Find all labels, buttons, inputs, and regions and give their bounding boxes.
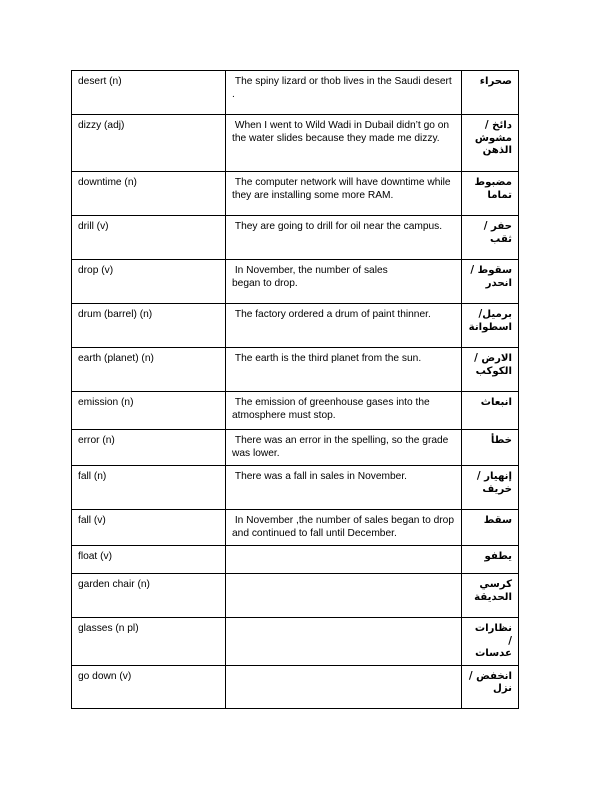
arabic-cell	[462, 260, 519, 304]
word-text: error (n)	[78, 435, 115, 446]
word-text: desert (n)	[78, 76, 122, 87]
example-cell	[226, 304, 462, 348]
table-row	[72, 618, 519, 666]
example-text: The computer network will have downtime while they are installing some more RAM.	[232, 177, 454, 201]
arabic-cell	[462, 618, 519, 666]
arabic-cell	[462, 304, 519, 348]
example-text: There was an error in the spelling, so the grade was lower.	[232, 435, 452, 459]
arabic-text: كرسي الحديقة	[474, 579, 512, 603]
arabic-cell	[462, 115, 519, 172]
word-text: garden chair (n)	[78, 579, 150, 590]
arabic-cell	[462, 574, 519, 618]
word-text: go down (v)	[78, 670, 132, 682]
example-cell	[226, 665, 462, 708]
arabic-text: الارض / الكوكب	[470, 353, 512, 377]
table-row	[72, 430, 519, 466]
word-cell	[72, 466, 226, 510]
arabic-text: خطأ	[490, 435, 512, 446]
arabic-cell	[462, 466, 519, 510]
word-text: drill (v)	[78, 221, 109, 232]
arabic-cell	[462, 216, 519, 260]
arabic-text: إنهيار / خريف	[473, 471, 512, 495]
arabic-cell	[462, 665, 519, 708]
example-cell	[226, 574, 462, 618]
word-cell	[72, 71, 226, 115]
arabic-cell	[462, 510, 519, 546]
arabic-text: مضبوط تماما	[470, 177, 512, 201]
table-row	[72, 348, 519, 392]
arabic-text: انبعاث	[480, 397, 512, 408]
example-text: They are going to drill for oil near the campus.	[232, 221, 443, 232]
example-cell	[226, 510, 462, 546]
word-cell	[72, 260, 226, 304]
word-cell	[72, 216, 226, 260]
word-text: fall (n)	[78, 471, 107, 482]
word-cell	[72, 665, 226, 708]
example-text: The earth is the third planet from the sun.	[232, 353, 422, 364]
arabic-cell	[462, 172, 519, 216]
table-row	[72, 574, 519, 618]
word-cell	[72, 348, 226, 392]
table-row	[72, 665, 519, 708]
arabic-text: برميل/ اسطوانة	[468, 309, 512, 333]
example-cell	[226, 172, 462, 216]
vocabulary-table	[71, 70, 519, 709]
example-cell	[226, 260, 462, 304]
arabic-cell	[462, 71, 519, 115]
example-text: There was a fall in sales in November.	[232, 471, 407, 482]
arabic-text: انخفض / نزل	[465, 670, 512, 695]
example-cell	[226, 618, 462, 666]
example-cell	[226, 115, 462, 172]
word-cell	[72, 392, 226, 430]
arabic-text: دائخ / مشوش الذهن	[471, 120, 512, 157]
table-row	[72, 260, 519, 304]
arabic-cell	[462, 546, 519, 574]
arabic-cell	[462, 430, 519, 466]
arabic-text: حفر / ثقب	[480, 221, 512, 245]
arabic-text: سقط	[483, 515, 512, 526]
table-row	[72, 304, 519, 348]
example-cell	[226, 546, 462, 574]
word-text: drum (barrel) (n)	[78, 309, 153, 320]
arabic-text: يطفو	[484, 551, 512, 562]
table-row	[72, 392, 519, 430]
table-row	[72, 172, 519, 216]
table-row	[72, 115, 519, 172]
table-row	[72, 546, 519, 574]
table-row	[72, 510, 519, 546]
arabic-text: سقوط / انحدر	[466, 265, 512, 289]
word-cell	[72, 510, 226, 546]
example-cell	[226, 466, 462, 510]
word-text: glasses (n pl)	[78, 623, 139, 634]
word-cell	[72, 115, 226, 172]
word-text: dizzy (adj)	[78, 120, 125, 131]
word-text: drop (v)	[78, 265, 114, 276]
table-row	[72, 466, 519, 510]
word-cell	[72, 304, 226, 348]
table-row	[72, 216, 519, 260]
arabic-cell	[462, 392, 519, 430]
example-text: The factory ordered a drum of paint thinner.	[232, 309, 431, 320]
word-cell	[72, 430, 226, 466]
word-text: float (v)	[78, 551, 112, 562]
table-row	[72, 71, 519, 115]
word-cell	[72, 172, 226, 216]
example-cell	[226, 216, 462, 260]
example-text: The spiny lizard or thob lives in the Saudi desert .	[232, 76, 455, 100]
word-text: earth (planet) (n)	[78, 353, 154, 364]
example-text: In November ,the number of sales began to drop and continued to fall until December.	[232, 515, 457, 539]
arabic-cell	[462, 348, 519, 392]
example-cell	[226, 71, 462, 115]
word-text: downtime (n)	[78, 177, 137, 188]
arabic-text: صحراء	[479, 76, 512, 87]
example-text: The emission of greenhouse gases into the atmosphere must stop.	[232, 397, 433, 421]
example-cell	[226, 392, 462, 430]
example-cell	[226, 348, 462, 392]
example-text: When I went to Wild Wadi in Dubail didn’t go on the water slides because they made me dizzy.	[232, 120, 452, 144]
example-text: In November, the number of sales began to drop.	[232, 265, 388, 289]
arabic-text: نظارات / عدسات	[471, 623, 512, 660]
example-cell	[226, 430, 462, 466]
word-text: emission (n)	[78, 397, 134, 408]
word-cell	[72, 546, 226, 574]
word-text: fall (v)	[78, 515, 106, 526]
word-cell	[72, 574, 226, 618]
word-cell	[72, 618, 226, 666]
